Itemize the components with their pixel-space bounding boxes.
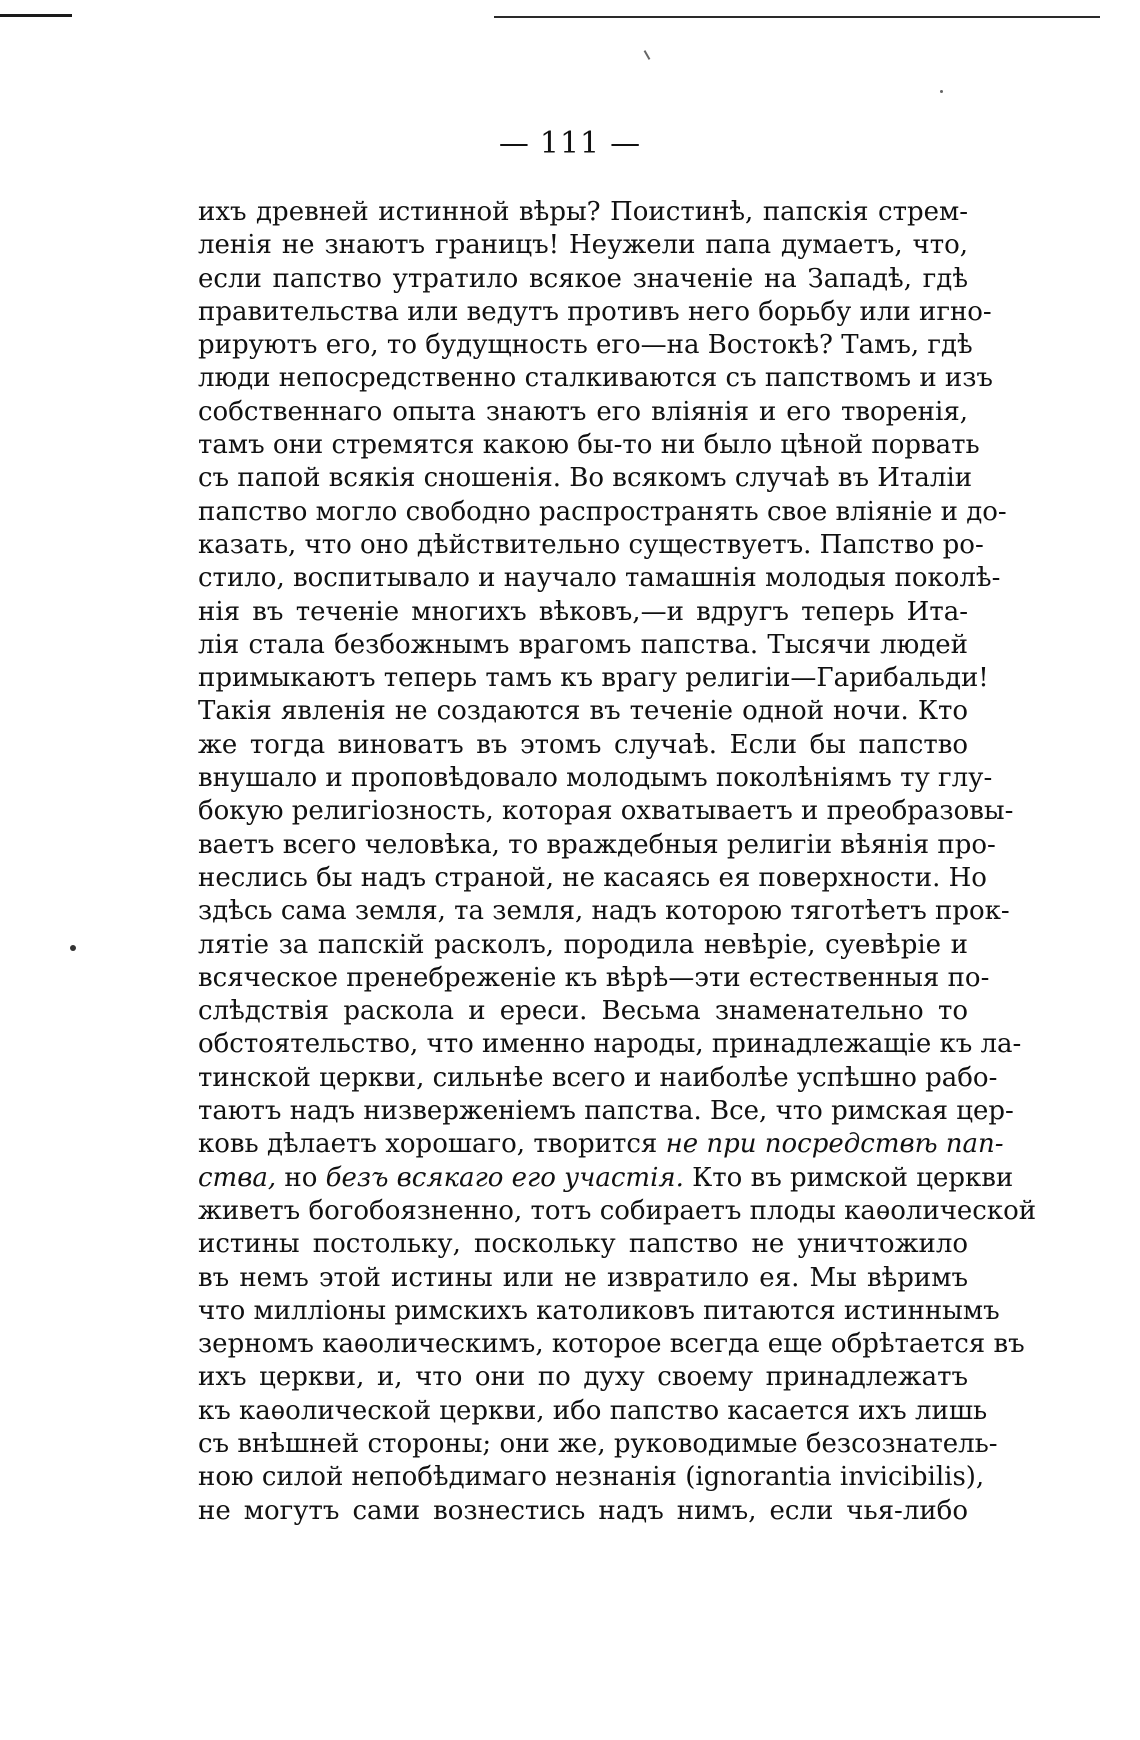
italic-emphasis: безъ всякаго его участія. [325,1162,684,1193]
text-line-with-italic [198,1162,1014,1195]
text-line: же тогда виноватъ въ этомъ случаѣ. Если бы папство [198,729,968,760]
text-line: лія стала безбожнымъ врагомъ папства. Тысячи людей [198,629,968,660]
text-run: ковь дѣлаетъ хорошаго, творится [198,1129,658,1160]
body-text [198,196,1037,1528]
text-line: къ каѳолической церкви, ибо папство касается ихъ лишь [198,1395,988,1426]
top-rule-left [0,14,72,17]
text-line: правительства или ведутъ противъ него борьбу или игно- [198,296,992,327]
text-line: казать, что оно дѣйствительно существуетъ. Папство ро- [198,529,984,560]
text-line: слѣдствія раскола и ереси. Весьма знаменательно то [198,996,968,1027]
text-line: стило, воспитывало и научало тамашнія молодыя поколѣ- [198,563,1001,594]
scan-speck [940,90,943,93]
text-line: Такія явленія не создаются въ теченіе одной ночи. Кто [198,696,968,727]
margin-ink-dot [70,945,76,951]
text-line: таютъ надъ низверженіемъ папства. Все, что римская цер- [198,1096,1014,1127]
text-line: папство могло свободно распространять свое вліяніе и до- [198,496,1007,527]
text-line: лятіе за папскій расколъ, породила невѣріе, суевѣріе и [198,929,968,960]
text-line: нія въ теченіе многихъ вѣковъ,—и вдругъ теперь Ита- [198,596,968,627]
text-line: ихъ древней истинной вѣры? Поистинѣ, папскія стрем- [198,197,968,227]
text-line: примыкаютъ теперь тамъ къ врагу религіи—Гарибальди! [198,663,989,694]
text-line: съ папой всякія сношенія. Во всякомъ случаѣ въ Италіи [198,463,973,494]
text-line: если папство утратило всякое значеніе на Западѣ, гдѣ [198,263,968,294]
text-line: ихъ церкви, и, что они по духу своему принадлежатъ [198,1362,968,1393]
text-line: рируютъ его, то будущность его—на Востокѣ? Тамъ, гдѣ [198,330,973,361]
text-run: но [276,1162,326,1193]
text-line: съ внѣшней стороны; они же, руководимые безсознатель- [198,1428,998,1459]
text-line: въ немъ этой истины или не извратило ея. Мы вѣримъ [198,1262,968,1293]
text-line: ленія не знаютъ границъ! Неужели папа думаетъ, что, [198,230,968,261]
text-line: тинской церкви, сильнѣе всего и наиболѣе успѣшно рабо- [198,1062,998,1093]
em-dash-right: — [610,126,642,161]
em-dash-left: — [498,126,530,161]
text-line: всяческое пренебреженіе къ вѣрѣ—эти естественныя по- [198,962,990,993]
text-line-with-italic [198,1128,1004,1161]
text-line: люди непосредственно сталкиваются съ папствомъ и изъ [198,363,993,394]
text-run: Кто въ римской церкви [683,1162,1014,1193]
text-line: живетъ богобоязненно, тотъ собираетъ плоды каѳолической [198,1195,1037,1226]
scan-speck [644,50,651,60]
text-line: собственнаго опыта знаютъ его вліянія и его творенія, [198,396,968,427]
text-line: не могутъ сами вознестись надъ нимъ, если чья-либо [198,1495,968,1526]
text-line: истины постольку, поскольку папство не уничтожило [198,1229,968,1260]
text-line: здѣсь сама земля, та земля, надъ которою тяготѣетъ прок- [198,896,1010,927]
text-line: внушало и проповѣдовало молодымъ поколѣніямъ ту глу- [198,763,993,794]
page-number-header [0,126,1140,161]
text-line: ною силой непобѣдимаго незнанія (ignorantia invicibilis), [198,1462,985,1493]
italic-emphasis: не при посредствѣ пап- [665,1129,1004,1160]
text-line: бокую религіозность, которая охватываетъ и преобразовы- [198,796,1014,827]
top-rule-right [494,16,1100,18]
text-line: обстоятельство, что именно народы, принадлежащіе къ ла- [198,1029,1022,1060]
text-line: неслись бы надъ страной, не касаясь ея поверхности. Но [198,862,987,893]
page-number: 111 [539,126,601,161]
text-line: тамъ они стремятся какою бы-то ни было цѣной порвать [198,430,980,461]
text-line: зерномъ каѳолическимъ, которое всегда еще обрѣтается въ [198,1329,1025,1360]
text-line: что милліоны римскихъ католиковъ питаются истиннымъ [198,1295,1000,1326]
italic-emphasis: ства, [198,1162,277,1193]
text-line: ваетъ всего человѣка, то враждебныя религіи вѣянія про- [198,829,996,860]
